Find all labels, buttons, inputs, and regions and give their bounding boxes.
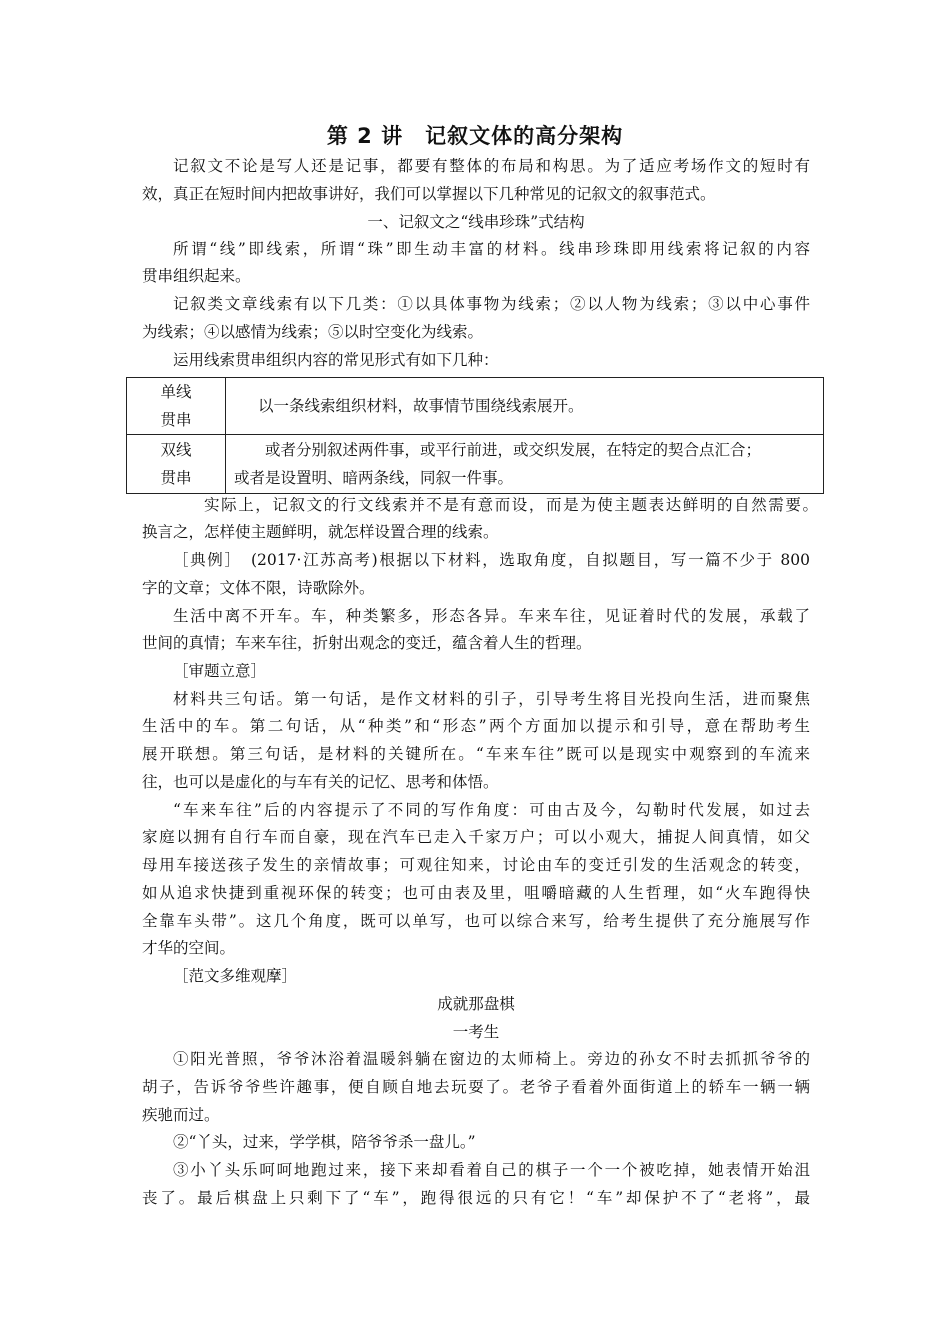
review-label: ［审题立意］	[173, 662, 267, 680]
table-key-cell	[127, 435, 226, 494]
essay-title: 成就那盘棋	[437, 995, 515, 1013]
table-value-text: 以一条线索组织材料，故事情节围绕线索展开。	[258, 397, 584, 415]
title-lecture-number: 第 2 讲	[326, 124, 404, 148]
table-value-cell	[226, 435, 824, 494]
fact-line: 实际上，记叙文的行文线索并不是有意而设，而是为使主题表达鲜明的自然需要。	[204, 496, 818, 514]
material-line: 世间的真情；车来车往，折射出观念的变迁，蕴含着人生的哲理。	[142, 634, 592, 652]
table-key-text: 单线	[160, 383, 192, 401]
angles-line: 全靠车头带”。这几个角度，既可以单写，也可以综合来写，给考生提供了充分施展写作	[142, 912, 810, 930]
table-key-text: 贯串	[160, 469, 192, 487]
essay-author: 一考生	[452, 1023, 500, 1041]
clue-forms-table	[126, 377, 824, 494]
definition-line: 所谓“线”即线索，所谓“珠”即生动丰富的材料。线串珍珠即用线索将记叙的内容	[173, 240, 810, 258]
table-row	[127, 435, 824, 494]
review-line: 材料共三句话。第一句话，是作文材料的引子，引导考生将目光投向生活，进而聚焦	[173, 690, 810, 708]
section-heading: 一、记叙文之“线串珍珠”式结构	[367, 213, 585, 231]
title-topic: 记叙文体的高分架构	[425, 124, 624, 148]
intro-line: 记叙文不论是写人还是记事，都要有整体的布局和构思。为了适应考场作文的短时有	[173, 157, 810, 175]
example-line: 字的文章；文体不限，诗歌除外。	[142, 579, 375, 597]
intro-line: 效，真正在短时间内把故事讲好，我们可以掌握以下几种常见的记叙文的叙事范式。	[142, 185, 716, 203]
table-row	[127, 378, 824, 435]
table-value-text: 或者是设置明、暗两条线，同叙一件事。	[234, 469, 514, 487]
sample-label: ［范文多维观摩］	[173, 967, 298, 985]
review-line: 生活中的车。第二句话，从“种类”和“形态”两个方面加以提示和引导，意在帮助考生	[142, 717, 810, 735]
table-key-text: 贯串	[160, 411, 192, 429]
essay-paragraph-line: ①阳光普照，爷爷沐浴着温暖斜躺在窗边的太师椅上。旁边的孙女不时去抓抓爷爷的	[173, 1050, 810, 1068]
definition-line: 贯串组织起来。	[142, 267, 251, 285]
clue-types-line: 记叙类文章线索有以下几类：①以具体事物为线索；②以人物为线索；③以中心事件	[173, 295, 810, 313]
essay-paragraph-line: ②“丫头，过来，学学棋，陪爷爷杀一盘儿。”	[173, 1133, 476, 1151]
angles-line: 母用车接送孩子发生的亲情故事；可观往知来，讨论由车的变迁引发的生活观念的转变，	[142, 856, 810, 874]
forms-intro-line: 运用线索贯串组织内容的常见形式有如下几种：	[173, 351, 499, 369]
material-line: 生活中离不开车。车，种类繁多，形态各异。车来车往，见证着时代的发展，承载了	[173, 607, 810, 625]
table-key-cell	[127, 378, 226, 435]
clue-types-line: 为线索；④以感情为线索；⑤以时空变化为线索。	[142, 323, 484, 341]
table-key-text: 双线	[160, 441, 192, 459]
essay-paragraph-line: ③小丫头乐呵呵地跑过来，接下来却看着自己的棋子一个一个被吃掉，她表情开始沮	[173, 1161, 810, 1179]
table-value-text: 或者分别叙述两件事，或平行前进，或交织发展，在特定的契合点汇合；	[265, 441, 762, 459]
review-line: 往，也可以是虚化的与车有关的记忆、思考和体悟。	[142, 773, 499, 791]
angles-line: “车来车往”后的内容提示了不同的写作角度：可由古及今，勾勒时代发展，如过去	[173, 801, 810, 819]
example-line: ［典例］ (2017·江苏高考)根据以下材料，选取角度，自拟题目，写一篇不少于 800	[173, 551, 810, 569]
review-line: 展开联想。第三句话，是材料的关键所在。“车来车往”既可以是现实中观察到的车流来	[142, 745, 810, 763]
angles-line: 家庭以拥有自行车而自豪，现在汽车已走入千家万户；可以小观大，捕捉人间真情，如父	[142, 828, 810, 846]
angles-line: 如从追求快捷到重视环保的转变；也可由表及里，咀嚼暗藏的人生哲理，如“火车跑得快	[142, 884, 810, 902]
fact-line: 换言之，怎样使主题鲜明，就怎样设置合理的线索。	[142, 523, 499, 541]
essay-paragraph-line: 疾驰而过。	[142, 1106, 220, 1124]
essay-paragraph-line: 胡子，告诉爷爷些许趣事，便自顾自地去玩耍了。老爷子看着外面街道上的轿车一辆一辆	[142, 1078, 810, 1096]
essay-paragraph-line: 丧了。最后棋盘上只剩下了“车”，跑得很远的只有它！“车”却保护不了“老将”，最	[142, 1189, 810, 1207]
page-title	[0, 120, 950, 150]
table-value-cell	[226, 378, 824, 435]
angles-line: 才华的空间。	[142, 939, 236, 957]
